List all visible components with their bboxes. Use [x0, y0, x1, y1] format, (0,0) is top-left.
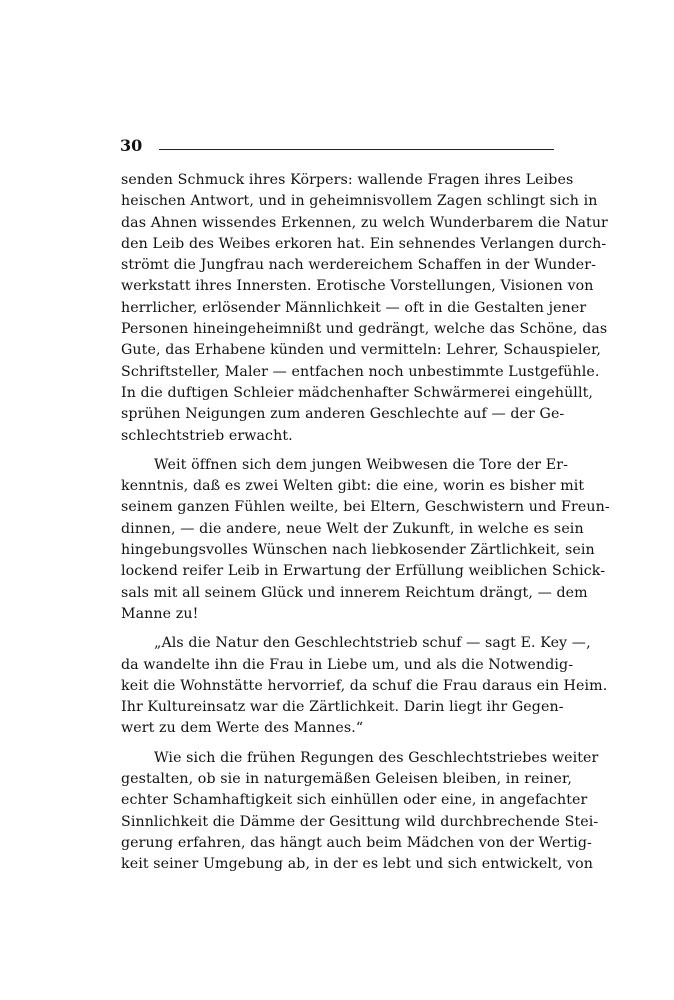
quotation-paragraph — [121, 633, 608, 739]
text-line: Ihr Kultureinsatz war die Zärtlichkeit. Darin liegt ihr Gegen- — [121, 699, 564, 716]
text-line: Sinnlichkeit die Dämme der Gesittung wild durchbrechende Stei- — [121, 813, 599, 830]
text-line: Manne zu! — [121, 605, 199, 622]
text-line: echter Schamhaftigkeit sich einhüllen oder eine, in angefachter — [121, 792, 588, 809]
header-rule — [159, 149, 554, 150]
text-line: herrlicher, erlösender Männlichkeit — oft in die Gestalten jener — [121, 299, 587, 316]
text-line: Weit öffnen sich dem jungen Weibwesen die Tore der Er- — [154, 456, 568, 473]
page-number: 30 — [120, 136, 143, 155]
text-line: Gute, das Erhabene künden und vermitteln: Lehrer, Schauspieler, — [121, 342, 602, 359]
text-line: sals mit all seinem Glück und innerem Reichtum drängt, — dem — [121, 584, 588, 601]
text-line: seinem ganzen Fühlen weilte, bei Eltern, Geschwistern und Freun- — [121, 499, 610, 516]
page-header — [117, 136, 557, 158]
text-line: hingebungsvolles Wünschen nach liebkosender Zärtlichkeit, sein — [121, 542, 595, 559]
text-line: keit seiner Umgebung ab, in der es lebt und sich entwickelt, von — [121, 856, 594, 873]
text-line: da wandelte ihn die Frau in Liebe um, und als die Notwendig- — [121, 656, 574, 673]
text-line: senden Schmuck ihres Körpers: wallende Fragen ihres Leibes — [121, 172, 574, 188]
text-line: gerung erfahren, das hängt auch beim Mädchen von der Wertig- — [121, 834, 592, 851]
text-line: keit die Wohnstätte hervorrief, da schuf die Frau daraus ein Heim. — [121, 677, 608, 694]
text-line: „Als die Natur den Geschlechtstrieb schuf — sagt E. Key —, — [154, 635, 591, 652]
text-line: In die duftigen Schleier mädchenhafter Schwärmerei eingehüllt, — [121, 384, 593, 401]
text-line: strömt die Jungfrau nach werdereichem Schaffen in der Wunder- — [121, 257, 597, 274]
paragraph — [121, 455, 610, 625]
text-line: gestalten, ob sie in naturgemäßen Geleisen bleiben, in reiner, — [121, 771, 572, 788]
text-line: Personen hineingeheimnißt und gedrängt, welche das Schöne, das — [121, 321, 608, 338]
text-line: Wie sich die frühen Regungen des Geschlechtstriebes weiter — [154, 749, 599, 766]
text-line: Schriftsteller, Maler — entfachen noch unbestimmte Lustgefühle. — [121, 363, 600, 380]
text-line: sprühen Neigungen zum anderen Geschlechte auf — der Ge- — [121, 406, 565, 423]
text-line: werkstatt ihres Innersten. Erotische Vorstellungen, Visionen von — [121, 278, 594, 295]
text-line: dinnen, — die andere, neue Welt der Zukunft, in welche es sein — [121, 520, 584, 537]
paragraph — [121, 170, 608, 447]
body-text — [121, 170, 610, 884]
paragraph — [121, 748, 599, 876]
text-line: den Leib des Weibes erkoren hat. Ein sehnendes Verlangen durch- — [121, 235, 607, 252]
text-line: kenntnis, daß es zwei Welten gibt: die eine, worin es bisher mit — [121, 478, 585, 495]
text-line: lockend reifer Leib in Erwartung der Erfüllung weiblichen Schick- — [121, 563, 606, 580]
text-line: heischen Antwort, und in geheimnisvollem Zagen schlingt sich in — [121, 193, 598, 210]
text-line: das Ahnen wissendes Erkennen, zu welch Wunderbarem die Natur — [121, 214, 608, 231]
text-line: wert zu dem Werte des Mannes.“ — [121, 720, 364, 737]
text-line: schlechtstrieb erwacht. — [121, 427, 293, 444]
